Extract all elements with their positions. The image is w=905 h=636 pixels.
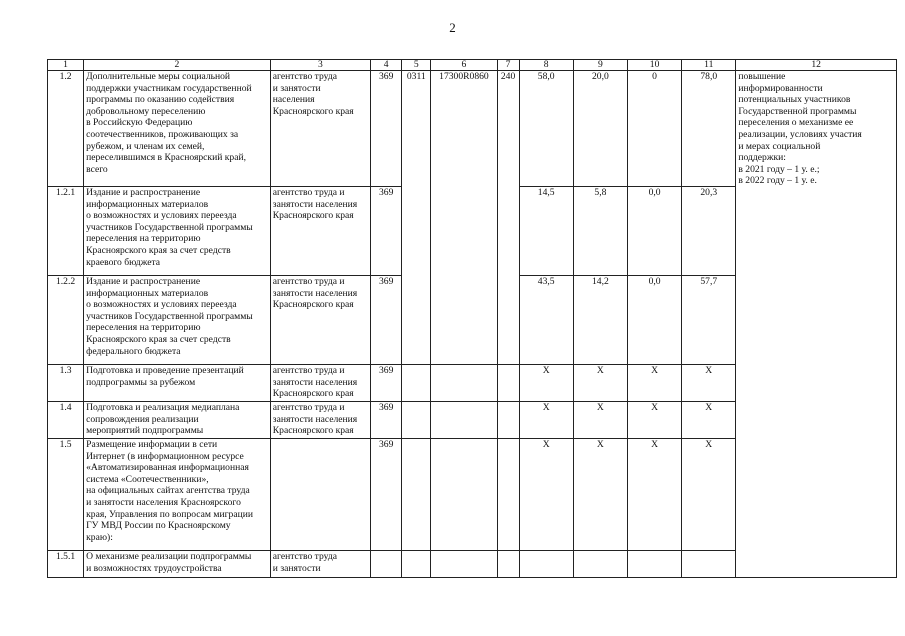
row-vr — [497, 365, 519, 402]
header-cell: 9 — [573, 60, 627, 71]
row-grbs: 369 — [371, 402, 402, 439]
row-total: X — [682, 439, 736, 551]
header-cell: 12 — [736, 60, 897, 71]
row-year1: 58,0 — [519, 71, 573, 187]
row-description: Подготовка и реализация медиаплана сопровождения реализации мероприятий подпрограммы — [84, 402, 271, 439]
row-vr — [497, 402, 519, 439]
row-vr — [497, 187, 519, 276]
row-csr — [431, 365, 497, 402]
row-number: 1.5 — [48, 439, 84, 551]
row-grbs: 369 — [371, 276, 402, 365]
row-total: 78,0 — [682, 71, 736, 187]
row-year2: 14,2 — [573, 276, 627, 365]
row-rzpr — [402, 439, 431, 551]
header-cell: 7 — [497, 60, 519, 71]
row-year3: X — [627, 439, 681, 551]
row-number: 1.2 — [48, 71, 84, 187]
row-rzpr — [402, 402, 431, 439]
row-description: Размещение информации в сети Интернет (в информационном ресурсе «Автоматизированная информационная система «Соотечественники», на официальных сайтах агентства труда и занятости населения Красноярского края, Управления по вопросам миграции ГУ МВД России по Красноярскому краю): — [84, 439, 271, 551]
row-csr — [431, 187, 497, 276]
expected-result: повышение информированности потенциальных участников Государственной программы переселения о механизме ее реализации, условиях участия и мерах социальной поддержки: в 2021 году – 1 у. е.; в 2022 году – 1 у. е. — [736, 71, 897, 578]
header-cell: 4 — [371, 60, 402, 71]
row-agency: агентство труда и занятости — [270, 551, 370, 578]
row-vr — [497, 551, 519, 578]
header-cell: 8 — [519, 60, 573, 71]
row-rzpr — [402, 365, 431, 402]
row-grbs: 369 — [371, 71, 402, 187]
row-year3: 0,0 — [627, 276, 681, 365]
row-year2 — [573, 551, 627, 578]
row-csr — [431, 276, 497, 365]
header-row — [48, 60, 897, 71]
row-agency: агентство труда и занятости населения Красноярского края — [270, 276, 370, 365]
row-agency — [270, 439, 370, 551]
row-description: Подготовка и проведение презентаций подпрограммы за рубежом — [84, 365, 271, 402]
row-total: X — [682, 402, 736, 439]
row-number: 1.3 — [48, 365, 84, 402]
row-rzpr: 0311 — [402, 71, 431, 187]
row-year3: X — [627, 365, 681, 402]
row-agency: агентство труда и занятости населения Красноярского края — [270, 402, 370, 439]
row-description: О механизме реализации подпрограммы и возможностях трудоустройства — [84, 551, 271, 578]
header-cell: 6 — [431, 60, 497, 71]
row-year1: 43,5 — [519, 276, 573, 365]
row-number: 1.2.2 — [48, 276, 84, 365]
row-agency: агентство труда и занятости населения Красноярского края — [270, 187, 370, 276]
row-total: 20,3 — [682, 187, 736, 276]
row-number: 1.5.1 — [48, 551, 84, 578]
row-vr: 240 — [497, 71, 519, 187]
row-year1: X — [519, 439, 573, 551]
header-cell: 3 — [270, 60, 370, 71]
row-rzpr — [402, 187, 431, 276]
program-table — [47, 59, 897, 578]
row-grbs: 369 — [371, 365, 402, 402]
row-csr — [431, 551, 497, 578]
row-year1 — [519, 551, 573, 578]
page-number: 2 — [449, 20, 456, 35]
row-year1: X — [519, 402, 573, 439]
row-number: 1.2.1 — [48, 187, 84, 276]
row-year2: 20,0 — [573, 71, 627, 187]
row-year1: 14,5 — [519, 187, 573, 276]
table-row — [48, 71, 897, 187]
row-total: X — [682, 365, 736, 402]
row-year3: 0,0 — [627, 187, 681, 276]
row-grbs: 369 — [371, 439, 402, 551]
row-csr — [431, 439, 497, 551]
row-vr — [497, 276, 519, 365]
row-csr: 17300R0860 — [431, 71, 497, 187]
row-rzpr — [402, 551, 431, 578]
header-cell: 2 — [84, 60, 271, 71]
header-cell: 1 — [48, 60, 84, 71]
row-grbs: 369 — [371, 187, 402, 276]
row-year2: X — [573, 402, 627, 439]
row-agency: агентство труда и занятости населения Красноярского края — [270, 365, 370, 402]
row-year3: 0 — [627, 71, 681, 187]
row-number: 1.4 — [48, 402, 84, 439]
row-description: Издание и распространение информационных материалов о возможностях и условиях переезда участников Государственной программы переселения на территорию Красноярского края за счет средств федерального бюджета — [84, 276, 271, 365]
row-description: Дополнительные меры социальной поддержки участникам государственной программы по оказанию содействия добровольному переселению в Российскую Федерацию соотечественников, проживающих за рубежом, и членам их семей, переселившимся в Красноярский край, всего — [84, 71, 271, 187]
row-total — [682, 551, 736, 578]
header-cell: 5 — [402, 60, 431, 71]
header-cell: 10 — [627, 60, 681, 71]
row-grbs — [371, 551, 402, 578]
row-total: 57,7 — [682, 276, 736, 365]
row-year2: X — [573, 365, 627, 402]
row-year1: X — [519, 365, 573, 402]
row-year2: X — [573, 439, 627, 551]
row-vr — [497, 439, 519, 551]
row-year2: 5,8 — [573, 187, 627, 276]
row-description: Издание и распространение информационных материалов о возможностях и условиях переезда участников Государственной программы переселения на территорию Красноярского края за счет средств краевого бюджета — [84, 187, 271, 276]
row-rzpr — [402, 276, 431, 365]
header-cell: 11 — [682, 60, 736, 71]
row-agency: агентство труда и занятости населения Красноярского края — [270, 71, 370, 187]
row-year3: X — [627, 402, 681, 439]
row-csr — [431, 402, 497, 439]
row-year3 — [627, 551, 681, 578]
